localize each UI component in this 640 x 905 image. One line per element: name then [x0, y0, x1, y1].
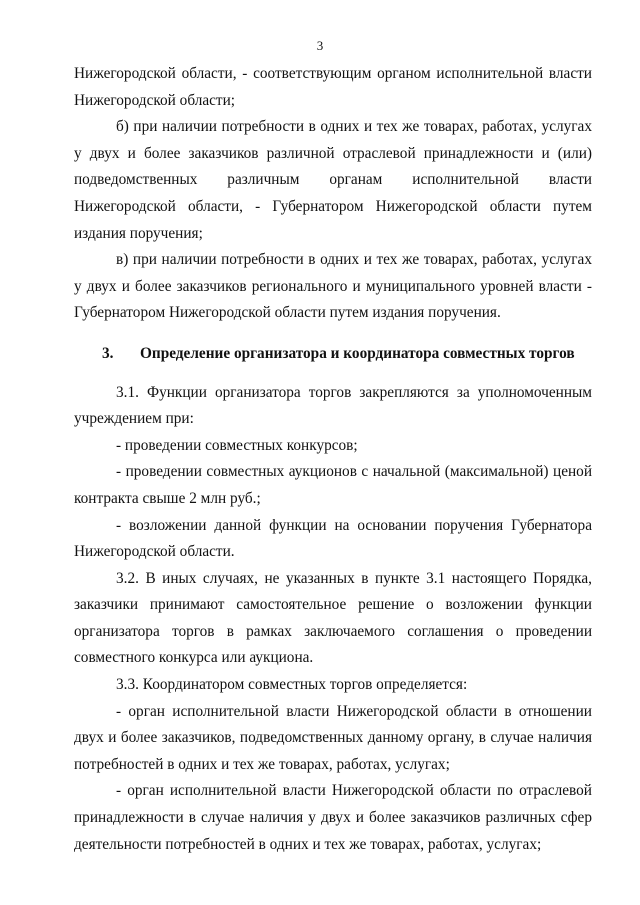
- paragraph: - проведении совместных аукционов с начальной (максимальной) ценой контракта свыше 2 млн руб.;: [74, 463, 592, 507]
- page-number: 3: [316, 38, 324, 53]
- paragraph: - проведении совместных конкурсов;: [116, 436, 358, 454]
- paragraph: 3.1. Функции организатора торгов закрепляются за уполномоченным учреждением при:: [74, 383, 592, 428]
- paragraph: 3.2. В иных случаях, не указанных в пункте 3.1 настоящего Порядка, заказчики принимают самостоятельное решение о возложении функции организатора торгов в рамках заключаемого соглашения о проведении совместного конкурса или аукциона.: [74, 569, 592, 667]
- paragraph: Нижегородской области, - соответствующим органом исполнительной власти Нижегородской области;: [74, 65, 592, 109]
- paragraph: - орган исполнительной власти Нижегородской области по отраслевой принадлежности в случае наличия у двух и более заказчиков различных сфер деятельности потребностей в одних и тех же товарах, работах, услугах;: [74, 782, 592, 853]
- section-heading: [74, 341, 592, 368]
- paragraph: б) при наличии потребности в одних и тех же товарах, работах, услугах у двух и более заказчиков различной отраслевой принадлежности и (или) подведомственных различным органам исполнительной власти Нижегородской области, - Губернатором Нижегородской области путем издания поручения;: [74, 118, 592, 242]
- paragraph: - орган исполнительной власти Нижегородской области в отношении двух и более заказчиков, подведомственных данному органу, в случае наличия потребностей в одних и тех же товарах, работах, услугах;: [74, 702, 592, 773]
- paragraph: 3.3. Координатором совместных торгов определяется:: [116, 676, 468, 694]
- document-body: [74, 61, 592, 858]
- section-title: Определение организатора и координатора совместных торгов: [140, 344, 575, 362]
- paragraph: в) при наличии потребности в одних и тех же товарах, работах, услугах у двух и более заказчиков регионального и муниципального уровней власти - Губернатором Нижегородской области путем издания поручения.: [74, 251, 592, 322]
- paragraph: - возложении данной функции на основании поручения Губернатора Нижегородской области.: [74, 516, 592, 561]
- section-number: 3.: [102, 344, 114, 362]
